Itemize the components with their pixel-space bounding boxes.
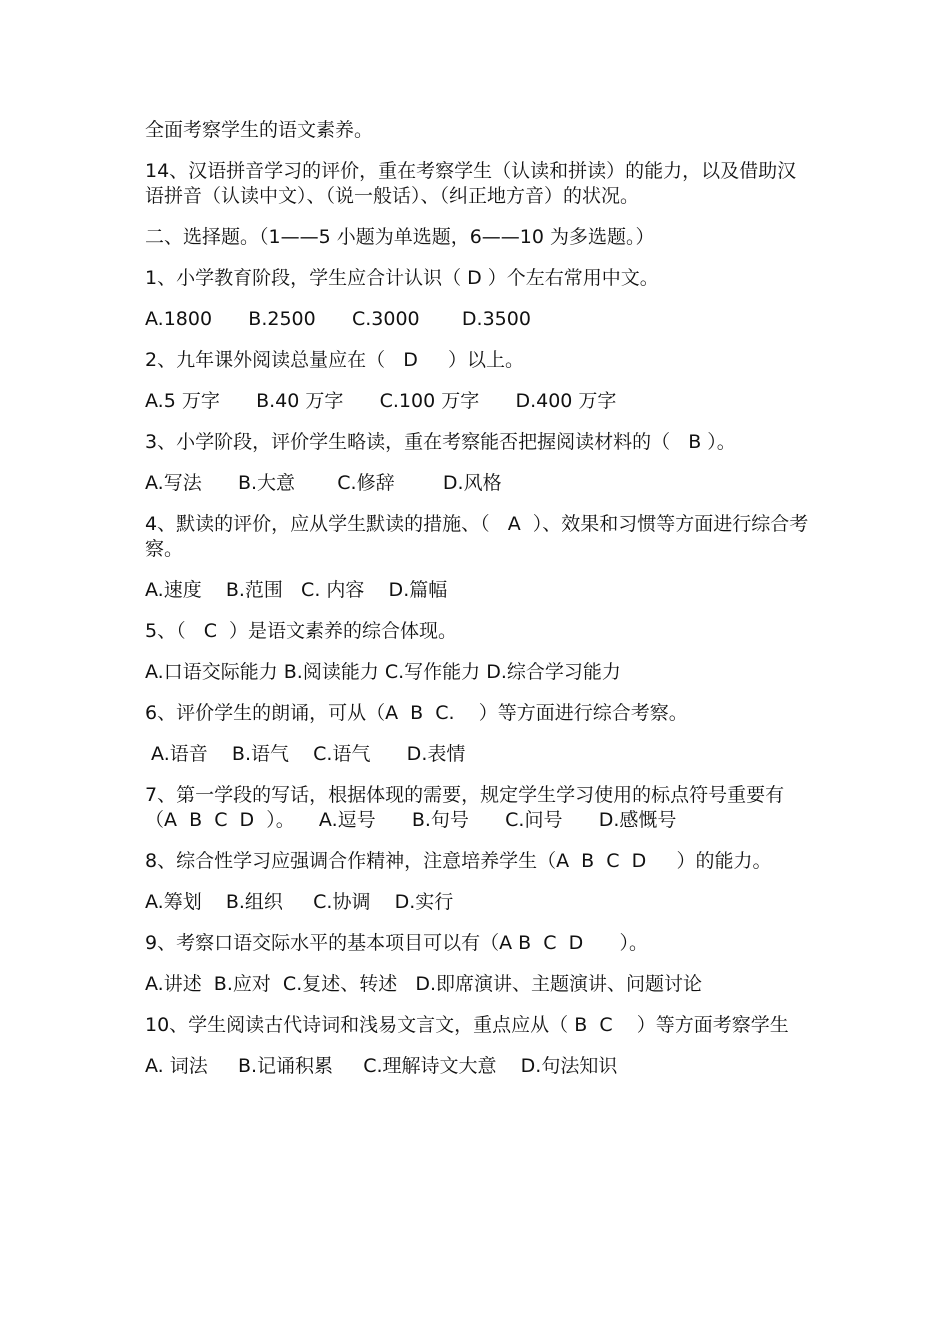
question-7: 7、第一学段的写话，根据体现的需要，规定学生学习使用的标点符号重要有（A B C D ）。 A.逗号 B.句号 C.问号 D.感慨号 <box>145 784 785 831</box>
question-2: 2、九年课外阅读总量应在（ D ）以上。 <box>145 349 525 371</box>
question-8: 8、综合性学习应强调合作精神，注意培养学生（A B C D ）的能力。 <box>145 850 772 872</box>
options-2: A.5 万字 B.40 万字 C.100 万字 D.400 万字 <box>145 390 617 412</box>
options-9: A.讲述 B.应对 C.复述、转述 D.即席演讲、主题演讲、问题讨论 <box>145 973 703 995</box>
paragraph-intro: 全面考察学生的语文素养。 <box>145 119 374 141</box>
options-8: A.筹划 B.组织 C.协调 D.实行 <box>145 891 454 913</box>
options-4: A.速度 B.范围 C. 内容 D.篇幅 <box>145 579 448 601</box>
question-1: 1、小学教育阶段，学生应合计认识（ D ）个左右常用中文。 <box>145 267 659 289</box>
question-10: 10、学生阅读古代诗词和浅易文言文，重点应从（ B C ）等方面考察学生 <box>145 1014 789 1036</box>
section-heading-choice: 二、选择题。（1——5 小题为单选题，6——10 为多选题。） <box>145 226 655 248</box>
options-1: A.1800 B.2500 C.3000 D.3500 <box>145 308 531 330</box>
question-9: 9、考察口语交际水平的基本项目可以有（A B C D ）。 <box>145 932 648 954</box>
options-10: A. 词法 B.记诵积累 C.理解诗文大意 D.句法知识 <box>145 1055 618 1077</box>
options-5: A.口语交际能力 B.阅读能力 C.写作能力 D.综合学习能力 <box>145 661 621 683</box>
question-5: 5、（ C ）是语文素养的综合体现。 <box>145 620 458 642</box>
question-4: 4、默读的评价，应从学生默读的措施、（ A ）、效果和习惯等方面进行综合考察。 <box>145 513 809 560</box>
options-3: A.写法 B.大意 C.修辞 D.风格 <box>145 472 502 494</box>
options-6: A.语音 B.语气 C.语气 D.表情 <box>145 743 466 765</box>
document-page <box>145 118 810 1095</box>
question-6: 6、评价学生的朗诵，可从（A B C. ）等方面进行综合考察。 <box>145 702 688 724</box>
paragraph-q14: 14、汉语拼音学习的评价，重在考察学生（认读和拼读）的能力，以及借助汉语拼音（认读中文）、（说一般话）、（纠正地方音）的状况。 <box>145 160 797 207</box>
question-3: 3、小学阶段，评价学生略读，重在考察能否把握阅读材料的（ B ）。 <box>145 431 736 453</box>
